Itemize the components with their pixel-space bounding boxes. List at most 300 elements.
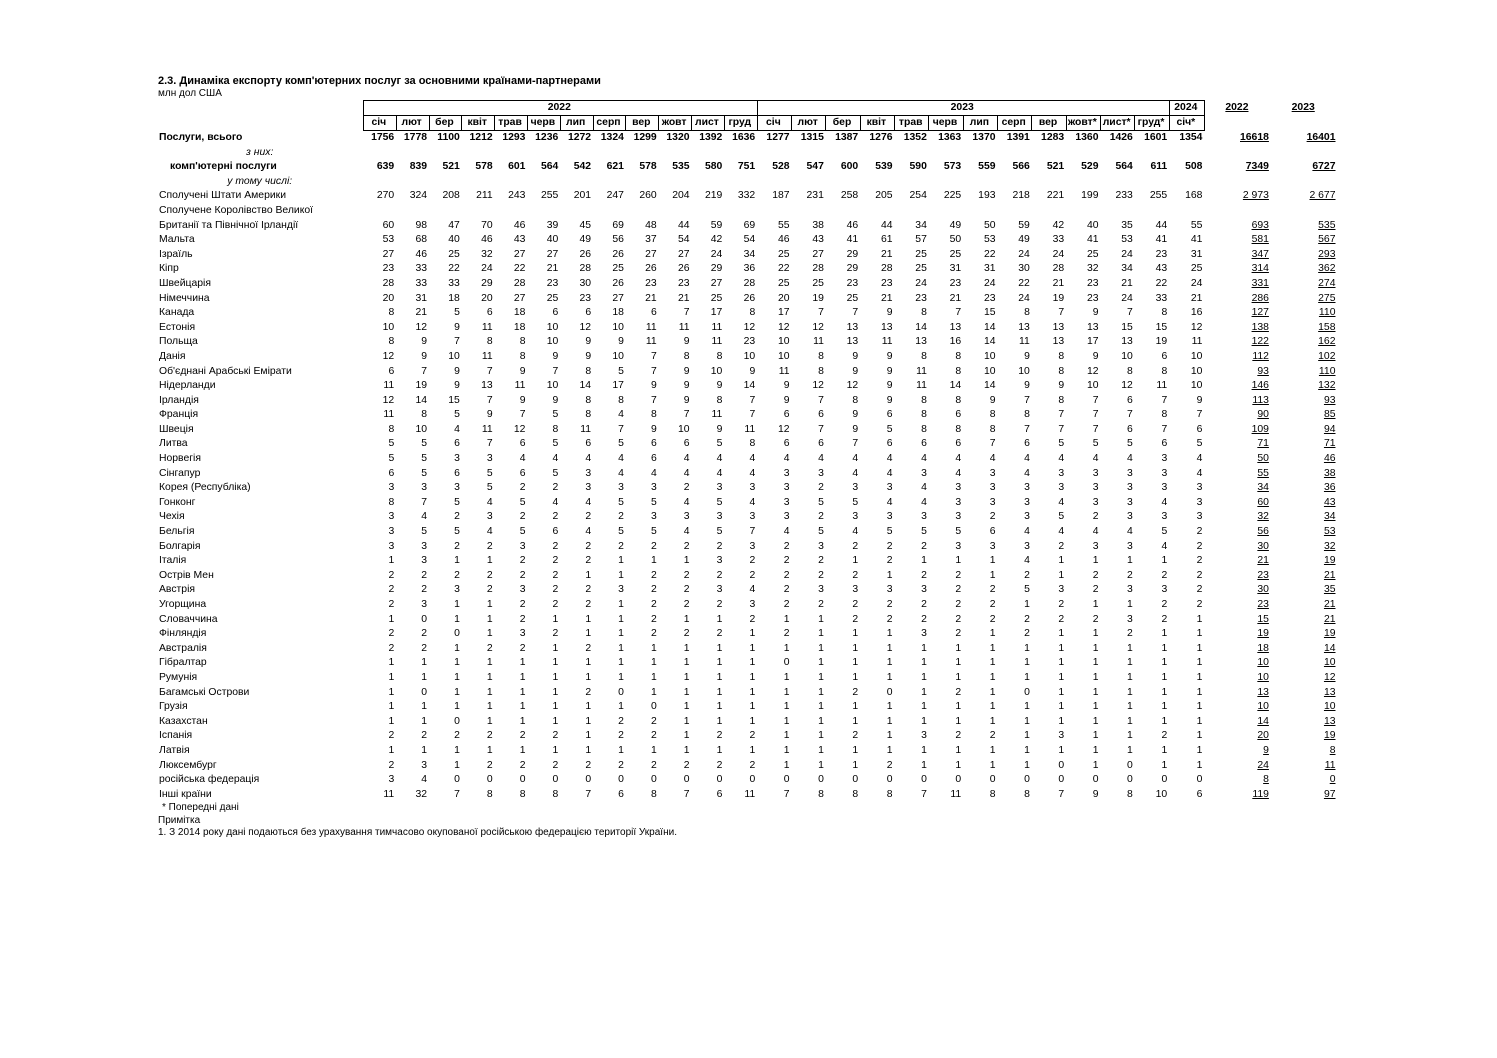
value-cell: 1 [886, 701, 893, 713]
value-cell: 3 [683, 511, 690, 523]
value-cell: 32 [415, 788, 428, 800]
table-row [158, 379, 1338, 394]
value-cell: 839 [409, 161, 428, 173]
year-2023-header: 2023 [757, 101, 1169, 116]
value-cell: 3 [1196, 511, 1203, 523]
value-cell: 6 [783, 438, 790, 450]
value-cell [429, 175, 462, 190]
value-cell [1135, 175, 1169, 190]
value-cell: 1 [1024, 730, 1030, 742]
value-cell: 25 [915, 263, 927, 275]
value-cell: 1 [1127, 730, 1133, 742]
value-cell: 2 [552, 482, 559, 494]
value-cell: 2 [818, 482, 824, 494]
total-cell: 93 [1323, 394, 1336, 406]
value-cell: 1 [1092, 671, 1099, 683]
value-cell: 27 [645, 248, 657, 260]
value-cell: 28 [1052, 263, 1065, 275]
value-cell: 11 [645, 321, 657, 333]
row-label: Естонія [159, 321, 196, 333]
value-cell: 4 [1161, 496, 1168, 508]
value-cell: 1 [1058, 628, 1065, 640]
value-cell: 1 [716, 715, 723, 727]
row-label: Люксембург [159, 759, 217, 771]
value-cell: 528 [772, 161, 790, 173]
value-cell [495, 175, 528, 190]
value-cell: 46 [513, 219, 526, 231]
value-cell [462, 146, 495, 161]
value-cell: 2 [1127, 628, 1133, 640]
value-cell: 8 [388, 307, 395, 319]
value-cell: 7 [683, 409, 690, 421]
value-cell: 8 [989, 423, 996, 435]
value-cell: 7 [818, 307, 824, 319]
value-cell: 5 [716, 526, 723, 538]
value-cell: 2 [749, 759, 756, 771]
value-cell: 2 [650, 628, 657, 640]
value-cell: 38 [812, 219, 824, 231]
value-cell: 5 [818, 496, 824, 508]
total-cell: 38 [1323, 467, 1336, 479]
value-cell: 1 [989, 555, 996, 567]
total-cell: 97 [1323, 788, 1336, 800]
table-row [158, 540, 1338, 555]
value-cell: 4 [1092, 453, 1099, 465]
value-cell: 8 [1127, 365, 1133, 377]
value-cell: 18 [448, 292, 460, 304]
value-cell: 3 [650, 482, 657, 494]
value-cell: 1 [1058, 715, 1065, 727]
value-cell: 1 [454, 599, 460, 610]
value-cell: 11 [481, 423, 493, 435]
value-cell: 2 [783, 569, 790, 581]
value-cell [895, 204, 929, 219]
value-cell: 23 [846, 277, 859, 289]
total-cell: 19 [1257, 628, 1269, 640]
row-label: Норвегія [159, 453, 201, 465]
value-cell: 53 [1121, 234, 1133, 246]
value-cell: 3 [1058, 730, 1065, 742]
value-cell: 8 [1024, 307, 1030, 319]
value-cell: 2 [519, 730, 526, 742]
row-label: Франція [159, 409, 199, 421]
value-cell: 1 [1196, 613, 1203, 625]
value-cell: 1352 [903, 132, 927, 143]
total-cell [1204, 175, 1270, 190]
value-cell: 1 [1058, 642, 1065, 654]
total-cell: 15 [1257, 613, 1269, 625]
value-cell: 25 [812, 277, 824, 289]
month-header: лют [792, 116, 826, 131]
value-cell: 5 [388, 453, 395, 465]
value-cell: 14 [915, 321, 927, 333]
value-cell: 1 [818, 671, 824, 683]
value-cell: 1 [421, 701, 428, 713]
value-cell: 28 [513, 277, 526, 289]
value-cell: 1 [886, 671, 893, 683]
value-cell: 2 [1196, 584, 1203, 596]
table-row [158, 627, 1338, 642]
value-cell: 27 [677, 248, 690, 260]
value-cell: 1 [989, 686, 996, 698]
value-cell: 1 [388, 701, 395, 713]
table-row [158, 481, 1338, 496]
total-cell: 13 [1323, 715, 1336, 727]
value-cell: 54 [677, 234, 690, 246]
value-cell: 1 [683, 657, 690, 669]
value-cell: 16 [949, 336, 962, 348]
value-cell: 1 [1196, 642, 1203, 654]
table-row [158, 773, 1338, 788]
value-cell: 8 [1161, 307, 1168, 319]
total-cell: 19 [1323, 730, 1336, 742]
total-cell: 0 [1329, 774, 1336, 786]
month-header: січ [363, 116, 396, 131]
value-cell: 5 [1092, 438, 1099, 450]
value-cell: 28 [812, 263, 824, 275]
table-row [158, 248, 1338, 263]
value-cell: 4 [1127, 526, 1133, 538]
value-cell: 1 [1161, 555, 1168, 567]
value-cell: 2 [486, 730, 493, 742]
value-cell: 6 [716, 788, 723, 800]
value-cell: 1 [1092, 642, 1099, 654]
row-label: Мальта [159, 234, 195, 246]
value-cell: 50 [983, 219, 996, 231]
value-cell: 23 [546, 277, 559, 289]
value-cell: 3 [1058, 467, 1065, 479]
value-cell: 1 [886, 715, 893, 727]
value-cell: 7 [1161, 423, 1168, 435]
total-cell: 10 [1323, 701, 1336, 713]
value-cell: 3 [1127, 540, 1133, 552]
row-label: Кіпр [159, 263, 179, 275]
value-cell: 243 [508, 190, 526, 202]
value-cell: 41 [846, 234, 859, 246]
table-row [158, 131, 1338, 146]
table-row [158, 437, 1338, 452]
value-cell: 3 [454, 453, 460, 465]
value-cell: 1636 [732, 132, 756, 143]
value-cell: 4 [852, 453, 859, 465]
value-cell: 4 [486, 526, 493, 538]
value-cell: 2 [618, 759, 624, 771]
value-cell: 3 [921, 467, 927, 479]
value-cell [1169, 146, 1204, 161]
value-cell: 2 [886, 540, 893, 552]
value-cell: 1 [886, 569, 893, 581]
row-label: Польща [159, 336, 198, 348]
total-cell: 347 [1251, 248, 1269, 260]
total-cell: 102 [1318, 350, 1336, 362]
value-cell: 8 [585, 365, 592, 377]
value-cell: 5 [486, 467, 493, 479]
row-label: Австралія [159, 642, 207, 654]
value-cell: 11 [950, 788, 962, 800]
total-cell: 16401 [1306, 131, 1336, 143]
value-cell: 1 [852, 555, 859, 567]
table-row [158, 759, 1338, 774]
value-cell [792, 175, 826, 190]
value-cell: 0 [421, 686, 428, 698]
value-cell: 7 [486, 438, 493, 450]
value-cell: 187 [772, 190, 790, 202]
value-cell: 3 [421, 759, 428, 771]
value-cell: 30 [1018, 263, 1030, 275]
value-cell: 8 [650, 409, 657, 421]
value-cell: 2 [783, 555, 790, 567]
value-cell: 1 [749, 642, 756, 654]
value-cell: 5 [955, 526, 962, 538]
value-cell: 6 [585, 438, 592, 450]
value-cell: 1 [388, 715, 395, 727]
value-cell [659, 146, 692, 161]
month-header: січ* [1169, 116, 1204, 131]
value-cell: 5 [388, 438, 395, 450]
month-header: черв [929, 116, 963, 131]
value-cell: 1 [783, 730, 790, 742]
value-cell: 4 [921, 496, 927, 508]
value-cell: 1 [486, 555, 493, 567]
value-cell [724, 204, 757, 219]
value-cell: 1 [486, 671, 493, 683]
value-cell: 0 [454, 715, 460, 727]
value-cell: 5 [552, 467, 559, 479]
value-cell [826, 175, 860, 190]
value-cell: 1 [783, 642, 790, 654]
value-cell: 15 [448, 394, 460, 406]
value-cell: 1 [650, 657, 657, 669]
value-cell: 9 [716, 423, 723, 435]
value-cell: 8 [519, 336, 526, 348]
value-cell: 26 [677, 263, 690, 275]
value-cell: 2 [818, 569, 824, 581]
value-cell [895, 146, 929, 161]
value-cell: 9 [585, 350, 592, 362]
value-cell: 46 [846, 219, 859, 231]
value-cell: 1 [1092, 701, 1099, 713]
value-cell: 1 [955, 744, 962, 756]
value-cell: 601 [508, 161, 526, 173]
value-cell: 33 [415, 263, 428, 275]
value-cell: 8 [921, 423, 927, 435]
total-cell: 53 [1323, 526, 1336, 538]
row-label: Багамські Острови [159, 686, 250, 698]
value-cell [560, 175, 593, 190]
value-cell: 26 [645, 263, 657, 275]
value-cell: 27 [710, 277, 723, 289]
value-cell: 3 [886, 584, 893, 596]
value-cell [659, 175, 692, 190]
value-cell: 4 [1024, 453, 1030, 465]
value-cell: 3 [749, 511, 756, 523]
value-cell: 2 [955, 730, 962, 742]
value-cell: 0 [421, 613, 428, 625]
value-cell [626, 175, 659, 190]
note-1: 1. З 2014 року дані подаються без урахування тимчасово окупованої російською федерацією території України. [158, 827, 677, 839]
value-cell [860, 175, 894, 190]
value-cell [462, 204, 495, 219]
value-cell: 233 [1115, 190, 1133, 202]
value-cell: 5 [552, 438, 559, 450]
value-cell: 1 [1024, 599, 1030, 610]
value-cell: 4 [618, 453, 624, 465]
value-cell: 0 [1024, 686, 1030, 698]
value-cell: 7 [618, 423, 624, 435]
value-cell: 1100 [437, 132, 460, 143]
value-cell: 4 [650, 467, 657, 479]
value-cell: 29 [846, 263, 859, 275]
value-cell: 3 [1024, 482, 1030, 494]
value-cell: 2 [650, 730, 657, 742]
total-cell: 21 [1323, 613, 1336, 625]
value-cell: 1 [921, 657, 927, 669]
value-cell: 18 [612, 307, 624, 319]
value-cell: 7 [552, 365, 559, 377]
value-cell: 9 [852, 365, 859, 377]
total-cell: 50 [1257, 453, 1269, 465]
value-cell: 2 [552, 569, 559, 581]
value-cell: 1 [454, 555, 460, 567]
value-cell: 49 [1018, 234, 1030, 246]
value-cell: 7 [683, 788, 690, 800]
table-row [158, 715, 1338, 730]
value-cell: 1 [486, 628, 493, 640]
table-row [158, 292, 1338, 307]
value-cell: 21 [949, 292, 962, 304]
value-cell: 2 [1196, 599, 1203, 610]
value-cell: 8 [955, 394, 962, 406]
value-cell: 0 [989, 774, 996, 786]
value-cell: 1 [585, 628, 592, 640]
value-cell: 2 [716, 540, 723, 552]
value-cell: 3 [421, 555, 428, 567]
value-cell: 1 [388, 744, 395, 756]
total-cell: 93 [1257, 365, 1269, 377]
value-cell: 1 [749, 715, 756, 727]
value-cell: 21 [677, 292, 690, 304]
value-cell: 2 [388, 642, 395, 654]
value-cell: 2 [818, 555, 824, 567]
value-cell: 3 [1127, 584, 1133, 596]
total-cell: 21 [1257, 555, 1269, 567]
value-cell: 1 [650, 555, 657, 567]
value-cell: 3 [783, 467, 790, 479]
table-row [158, 554, 1338, 569]
value-cell: 2 [886, 599, 893, 610]
value-cell: 0 [552, 774, 559, 786]
value-cell: 1 [519, 686, 526, 698]
value-cell: 3 [1092, 482, 1099, 494]
value-cell: 1 [388, 555, 395, 567]
value-cell: 1 [454, 671, 460, 683]
table-row [158, 423, 1338, 438]
value-cell: 5 [886, 526, 893, 538]
year-header-row [158, 101, 1338, 116]
value-cell: 2 [519, 482, 526, 494]
value-cell: 1 [783, 759, 790, 771]
value-cell: 4 [749, 584, 756, 596]
value-cell: 1315 [800, 132, 824, 143]
value-cell: 2 [618, 540, 624, 552]
total-cell [1204, 204, 1270, 219]
value-cell: 2 [519, 555, 526, 567]
value-cell: 1 [519, 657, 526, 669]
value-cell: 1 [749, 686, 756, 698]
value-cell: 1 [519, 744, 526, 756]
value-cell: 1 [989, 701, 996, 713]
value-cell: 1 [421, 744, 428, 756]
table-row [158, 277, 1338, 292]
total-cell: 122 [1251, 336, 1269, 348]
value-cell: 1 [454, 686, 460, 698]
value-cell: 9 [886, 350, 893, 362]
value-cell: 32 [1086, 263, 1099, 275]
value-cell: 8 [388, 496, 395, 508]
value-cell: 7 [818, 394, 824, 406]
value-cell: 2 [585, 555, 592, 567]
total-cell: 109 [1251, 423, 1269, 435]
value-cell: 4 [886, 467, 893, 479]
table-row [158, 729, 1338, 744]
note-heading: Примітка [158, 814, 201, 826]
value-cell: 3 [852, 584, 859, 596]
value-cell: 0 [650, 701, 657, 713]
value-cell: 1 [1161, 701, 1168, 713]
total-cell: 693 [1251, 219, 1269, 231]
value-cell: 2 [852, 599, 859, 610]
value-cell: 1 [818, 701, 824, 713]
value-cell: 11 [1019, 336, 1030, 348]
month-header: лист* [1101, 116, 1135, 131]
value-cell: 3 [1024, 496, 1030, 508]
value-cell: 0 [585, 774, 592, 786]
value-cell: 9 [783, 380, 790, 392]
value-cell: 21 [1052, 277, 1065, 289]
month-header: лют [396, 116, 429, 131]
total-cell: 274 [1318, 277, 1336, 289]
value-cell: 600 [840, 161, 859, 173]
value-cell: 1 [421, 671, 428, 683]
value-cell: 1 [921, 671, 927, 683]
value-cell: 6 [818, 409, 824, 421]
value-cell: 4 [454, 423, 460, 435]
table-row [158, 335, 1338, 350]
table-row [158, 394, 1338, 409]
value-cell: 1 [1127, 599, 1133, 610]
total-cell: 314 [1251, 263, 1269, 275]
value-cell: 0 [1058, 774, 1065, 786]
total-cell: 94 [1323, 423, 1336, 435]
value-cell: 9 [886, 307, 893, 319]
value-cell: 2 [955, 599, 962, 610]
value-cell: 2 [921, 599, 927, 610]
value-cell: 1 [886, 628, 893, 640]
row-label: Ірландія [159, 394, 199, 406]
value-cell: 508 [1185, 161, 1203, 173]
value-cell: 19 [415, 380, 428, 392]
value-cell: 5 [650, 526, 657, 538]
total-cell: 581 [1251, 234, 1269, 246]
total-cell: 90 [1257, 409, 1269, 421]
value-cell: 2 [585, 759, 592, 771]
value-cell: 2 [486, 584, 493, 596]
value-cell: 1 [1196, 730, 1203, 742]
value-cell: 23 [382, 263, 395, 275]
value-cell: 5 [421, 438, 428, 450]
value-cell: 2 [388, 730, 395, 742]
value-cell: 0 [783, 657, 790, 669]
